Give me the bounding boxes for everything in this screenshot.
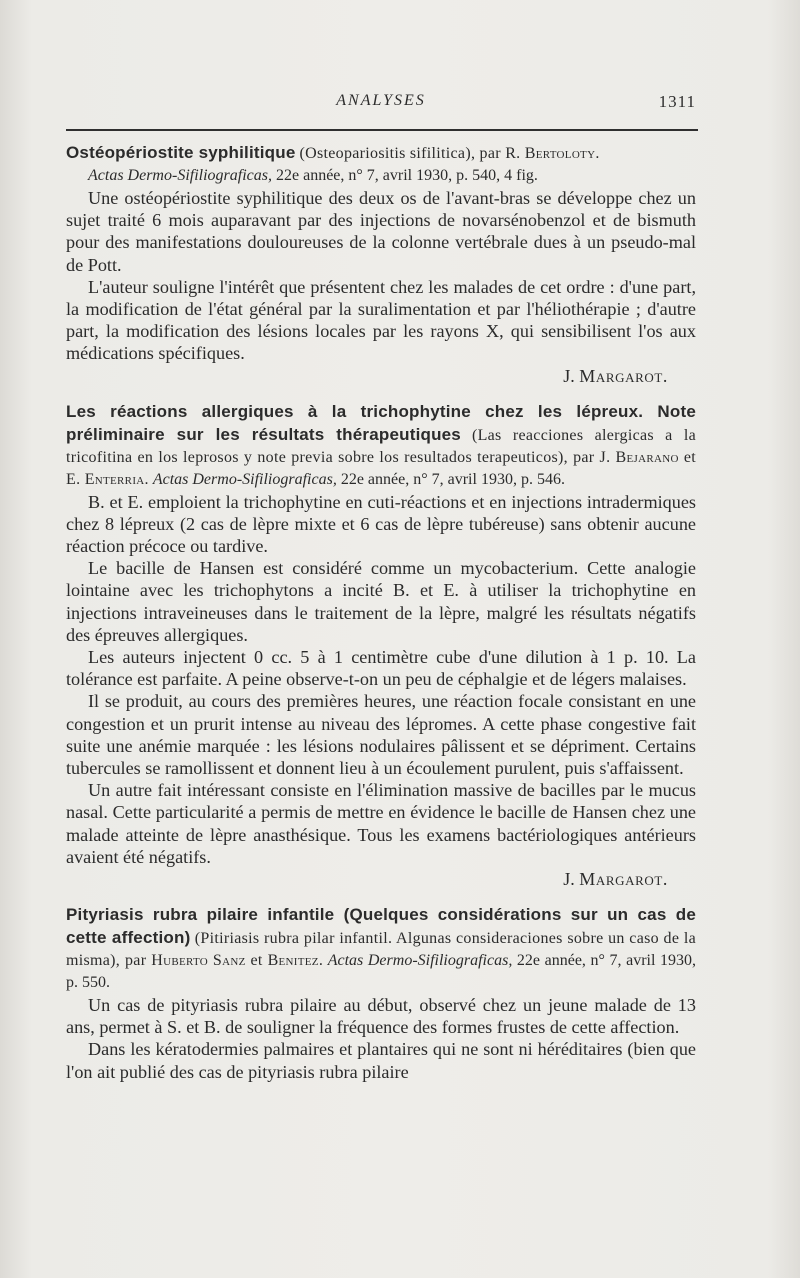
signature [66, 868, 668, 890]
article-header [66, 904, 696, 994]
journal-name: Actas Dermo-Sifiliograficas, [152, 470, 337, 488]
paragraph: Le bacille de Hansen est considéré comme un mycobacterium. Cette analogie lointaine avec les trichophytons a incité B. et E. à utiliser la trichophytine en injections intraveineuses dans le traitement de la lèpre, malgré les résultats négatifs des épreuves allergiques. [66, 558, 696, 645]
author-name: Bertoloty. [524, 145, 600, 162]
signature-name: Margarot. [579, 869, 668, 890]
article-header [66, 142, 696, 187]
signature-initial: J. [563, 869, 580, 890]
author-name: Bejarano [615, 448, 679, 466]
header-rule [66, 129, 698, 131]
article-pityriasis [66, 904, 696, 1083]
paragraph: Dans les kératodermies palmaires et plantaires qui ne sont ni héréditaires (bien que l'on ait publié des cas de pityriasis rubra pilaire [66, 1039, 696, 1082]
article-title: Pityriasis rubra pilaire infantile (Quelques considérations sur un cas de cette affection) [66, 905, 696, 948]
author-separator: et [245, 952, 268, 970]
running-title: ANALYSES [336, 92, 426, 109]
paragraph: Un cas de pityriasis rubra pilaire au début, observé chez un jeune malade de 13 ans, permet à S. et B. de souligner la fréquence des formes frustes de cette affection. [66, 995, 696, 1038]
spacer [66, 387, 696, 401]
journal-name: Actas Dermo-Sifiliograficas, [327, 952, 513, 970]
reference-details: 22e année, n° 7, avril 1930, p. 540, 4 fig. [271, 167, 538, 184]
signature [66, 365, 668, 387]
paragraph: Les auteurs injectent 0 cc. 5 à 1 centimètre cube d'une dilution à 1 p. 10. La tolérance est parfaite. A peine observe-t-on un peu de céphalgie et de légers malaises. [66, 647, 696, 690]
signature-initial: J. [563, 365, 580, 386]
paragraph: Une ostéopériostite syphilitique des deux os de l'avant-bras se développe chez un sujet traité 6 mois auparavant par des injections de novarsénobenzol et de bismuth pour des manifestations douloureuses de la colonne vertébrale dues à un pseudo-mal de Pott. [66, 188, 696, 275]
signature-name: Margarot. [579, 365, 668, 386]
reference-details: 22e année, n° 7, avril 1930, p. 550. [66, 952, 697, 992]
original-title: (Pitiriasis rubra pilar infantil. Algunas consideraciones sobre un caso de la misma), par [66, 930, 697, 970]
page-number: 1311 [658, 92, 696, 111]
spacer [66, 890, 696, 904]
article-title: Les réactions allergiques à la trichophytine chez les lépreux. Note préliminaire sur les résultats thérapeutiques [66, 401, 696, 444]
page-header [66, 92, 696, 116]
paragraph: Il se produit, au cours des premières heures, une réaction focale consistant en une congestion et un prurit intense au niveau des lépromes. A cette phase congestive fait suite une anémie marquée : les lésions nodulaires pâlissent et se dépriment. Certains tubercules se ramollissent et donnent lieu à un écoulement purulent, puis s'affaissent. [66, 691, 696, 779]
article-trichophytine [66, 401, 696, 890]
reference-details: 22e année, n° 7, avril 1930, p. 546. [336, 470, 565, 488]
paragraph: B. et E. emploient la trichophytine en cuti-réactions et en injections intradermiques chez 8 lépreux (2 cas de lèpre mixte et 6 cas de lèpre tubéreuse) sans obtenir aucune réaction précoce ou tardive. [66, 491, 696, 557]
original-title: (Las reacciones alergicas a la tricofitina en los leprosos y note previa sobre los resultados terapeuticos), par J. [66, 426, 696, 466]
reference-line [66, 165, 696, 187]
author-name: Huberto Sanz [151, 952, 246, 970]
article-osteoperiostite [66, 142, 696, 387]
original-title: (Osteopariositis sifilitica), par R. [299, 145, 525, 162]
journal-name: Actas Dermo-Sifiliograficas, [88, 167, 272, 184]
paragraph: L'auteur souligne l'intérêt que présentent chez les malades de cet ordre : d'une part, la modification de l'état général par la suralimentation et par l'héliothérapie ; d'autre part, la modification des lésions locales par les rayons X, qui sensibilisent l'os aux médications spécifiques. [66, 276, 696, 364]
author-name: Benitez. [267, 952, 324, 970]
author-separator: et E. [66, 448, 696, 488]
article-header [66, 401, 696, 491]
author-name: Enterria. [84, 470, 149, 488]
paragraph: Un autre fait intéressant consiste en l'élimination massive de bacilles par le mucus nasal. Cette particularité a permis de mettre en évidence le bacille de Hansen chez une malade atteinte de lèpre anasthésique. Tous les examens bactériologiques antérieurs avaient été négatifs. [66, 780, 696, 867]
page-content [66, 142, 696, 1083]
article-title: Ostéopériostite syphilitique [66, 143, 296, 162]
